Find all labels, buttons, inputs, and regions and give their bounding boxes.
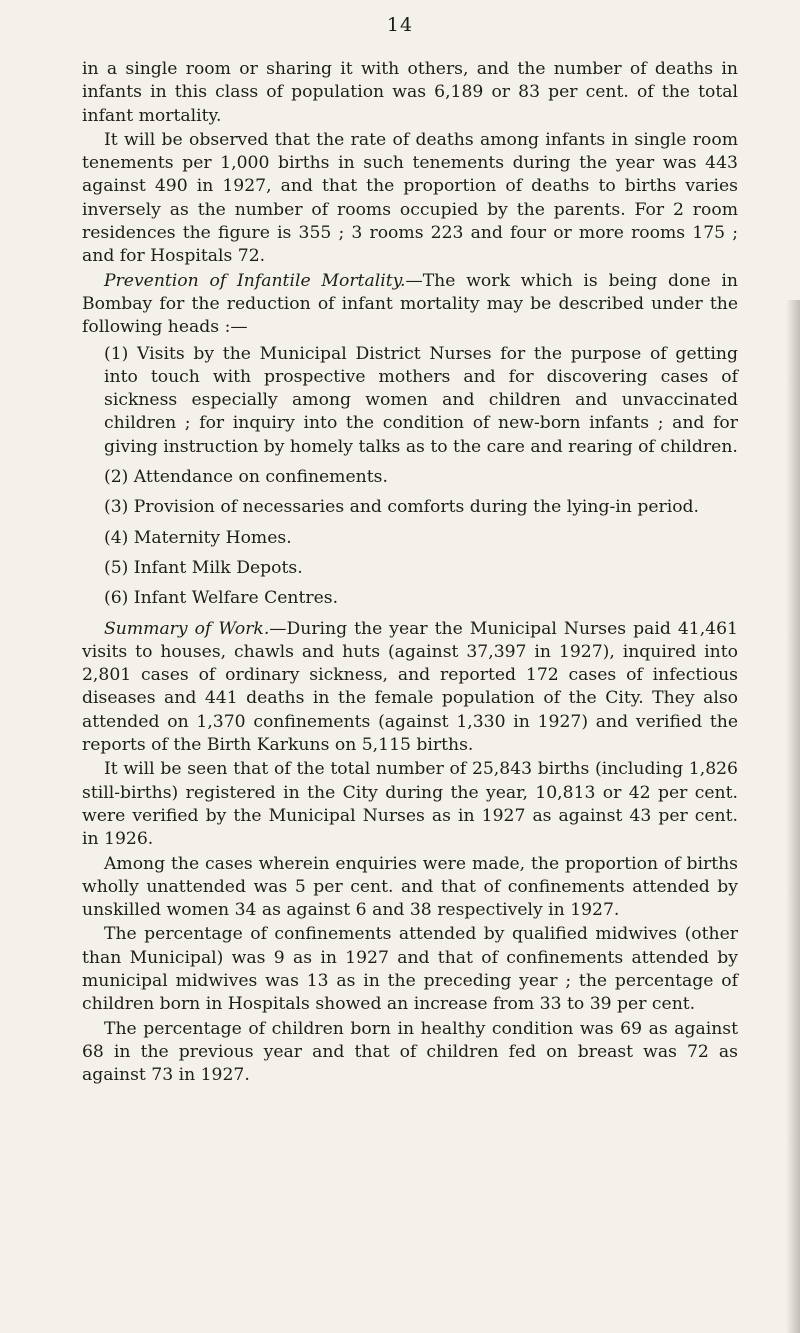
list-item: (3) Provision of necessaries and comforts during the lying-in period. — [104, 497, 700, 518]
heads-list — [82, 343, 738, 611]
page-number: 14 — [386, 14, 414, 36]
list-item: (5) Infant Milk Depots. — [104, 557, 303, 578]
paragraph-infant-deaths-single-room: in a single room or sharing it with others, and the number of deaths in infants in this class of population was 6,189 or 83 per cent. of the total infant mortality. — [82, 59, 738, 126]
body-text — [82, 58, 738, 1088]
paragraph-births-verified: It will be seen that of the total number of 25,843 births (including 1,826 still-births) registered in the City during the year, 10,813 or 42 per cent. were verified by the Municipal Nurses as in 1927 as against 43 per cent. in 1926. — [82, 759, 738, 850]
paragraph-prevention — [82, 270, 738, 340]
list-item: (1) Visits by the Municipal District Nurses for the purpose of getting into touch with prospective mothers and for discovering cases of sickness especially among women and children and unvaccinated children ; for inquiry into the condition of new-born infants ; and for giving instruction by homely talks as to the care and rearing of children. — [104, 343, 738, 457]
paragraph-healthy-condition: The percentage of children born in healthy condition was 69 as against 68 in the previous year and that of children fed on breast was 72 as against 73 in 1927. — [82, 1018, 738, 1086]
prevention-heading: Prevention of Infantile Mortality. — [104, 270, 406, 291]
list-item: (4) Maternity Homes. — [104, 527, 292, 548]
summary-heading: Summary of Work. — [104, 618, 270, 639]
page-edge-shadow — [786, 300, 800, 1333]
paragraph-death-rate-by-rooms: It will be observed that the rate of deaths among infants in single room tenements per 1,000 births in such tenements during the year was 443 against 490 in 1927, and that the proportion of deaths to births varies inversely as the number of rooms occupied by the parents. For 2 room residences the figure is 355 ; 3 rooms 223 and four or more rooms 175 ; and for Hospitals 72. — [82, 129, 738, 267]
prevention-body: —The work which is being done in Bombay for the reduction of infant mortality may be described under the following heads :— — [82, 270, 738, 338]
paragraph-unattended-births: Among the cases wherein enquiries were made, the proportion of births wholly unattended was 5 per cent. and that of confinements attended by unskilled women 34 as against 6 and 38 respectively in 1927. — [82, 853, 738, 921]
paragraph-summary-of-work — [82, 618, 738, 758]
list-item: (2) Attendance on confinements. — [104, 467, 388, 488]
paragraph-midwives: The percentage of confinements attended by qualified midwives (other than Municipal) was 9 as in 1927 and that of confinements attended by municipal midwives was 13 as in the preceding year ; the percentage of children born in Hospitals showed an increase from 33 to 39 per cent. — [82, 924, 738, 1015]
list-item: (6) Infant Welfare Centres. — [104, 588, 339, 609]
summary-body: —During the year the Municipal Nurses paid 41,461 visits to houses, chawls and huts (against 37,397 in 1927), inquired into 2,801 cases of ordinary sickness, and reported 172 cases of infectious diseases and 441 deaths in the female population of the City. They also attended on 1,370 confinements (against 1,330 in 1927) and verified the reports of the Birth Karkuns on 5,115 births. — [82, 618, 738, 756]
